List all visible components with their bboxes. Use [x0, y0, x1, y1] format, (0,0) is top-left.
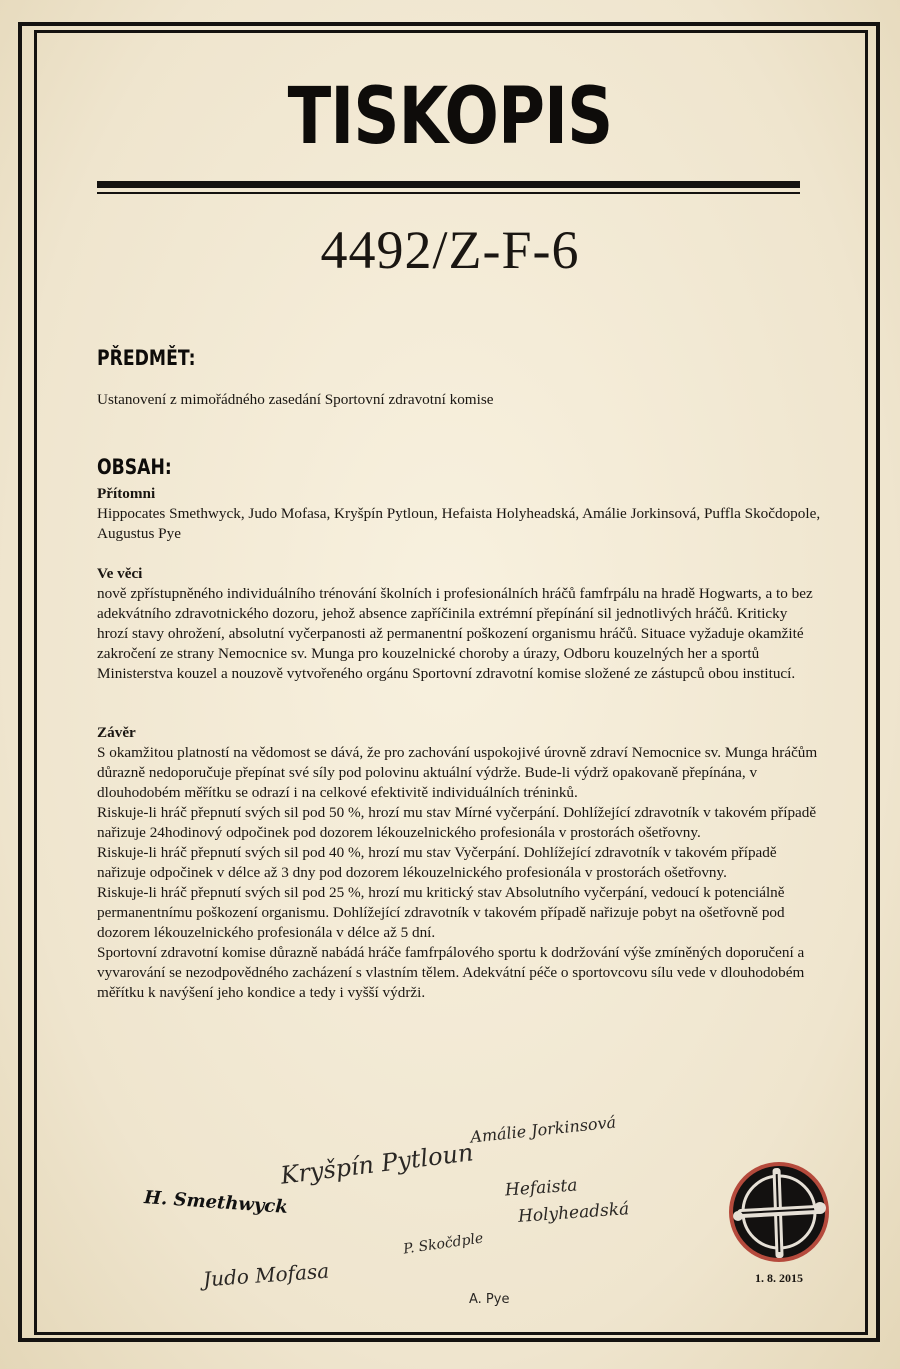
matter-label: Ve věci	[97, 565, 143, 582]
conclusion-paragraph: Riskuje-li hráč přepnutí svých sil pod 50 %, hrozí mu stav Mírné vyčerpání. Dohlížející zdravotník v takovém případě nařizuje 24hodinový odpočinek pod dozorem lékouzelnického profesionála v prostorách ošetřovny.	[97, 804, 817, 841]
subject-text: Ustanovení z mimořádného zasedání Sportovní zdravotní komise	[97, 391, 494, 408]
seal-date: 1. 8. 2015	[755, 1271, 803, 1285]
signature-amalie: Amálie Jorkinsová	[469, 1112, 617, 1147]
matter-section	[97, 564, 822, 684]
signature-skodple: P. Skočdple	[402, 1230, 485, 1258]
content-heading: OBSAH:	[97, 455, 172, 479]
signature-mofasa: Judo Mofasa	[202, 1258, 330, 1292]
conclusion-paragraph: Riskuje-li hráč přepnutí svých sil pod 25 %, hrozí mu kritický stav Absolutního vyčerpání, vedoucí k potenciálně permanentnímu poškození organismu. Dohlížející zdravotník v takovém případě nařizuje pobyt na ošetřovně pod dozorem lékouzelnického profesionála v délce až 5 dní.	[97, 884, 785, 941]
title-rule-thin	[97, 192, 800, 194]
conclusion-label: Závěr	[97, 724, 136, 741]
signature-smethwyck: H. Smethwyck	[143, 1187, 289, 1218]
document-title: TISKOPIS	[287, 72, 613, 162]
present-text: Hippocates Smethwyck, Judo Mofasa, Kryšpín Pytloun, Hefaista Holyheadská, Amálie Jorkinsová, Puffla Skočdopole, Augustus Pye	[97, 505, 821, 542]
present-label: Přítomni	[97, 485, 156, 502]
document-code: 4492/Z-F-6	[320, 220, 580, 280]
signature-hefaista-line2: Holyheadská	[517, 1199, 630, 1227]
wand-seal-icon	[727, 1160, 831, 1264]
present-section	[97, 484, 822, 544]
conclusion-section	[97, 723, 822, 1003]
matter-text: nově zpřístupněného individuálního trénování školních i profesionálních hráčů famfrpálu na hradě Hogwarts, a to bez adekvátního zdravotnického dozoru, jehož absence zapříčinila extrémní přepínání sil jednotlivých hráčů. Kriticky hrozí stavy ohrožení, absolutní vyčerpanosti až permanentní poškození organismu hráčů. Situace vyžaduje okamžité zakročení ze strany Nemocnice sv. Munga pro kouzelnické choroby a úrazy, Odboru kouzelných her a sportů Ministerstva kouzel a nouzově vytvořeného orgánu Sportovní zdravotní komise složené ze zástupců obou institucí.	[97, 585, 813, 682]
conclusion-paragraph: S okamžitou platností na vědomost se dává, že pro zachování uspokojivé úrovně zdraví Nemocnice sv. Munga hráčům důrazně nedoporučuje přepínat své síly pod polovinu aktuální výdrže. Bude-li výdrž opakovaně přepínána, v dlouhodobém měřítku se odrazí i na celkové efektivitě individuálních tréninků.	[97, 744, 818, 801]
title-rule-thick	[97, 181, 800, 188]
conclusion-paragraph: Riskuje-li hráč přepnutí svých sil pod 40 %, hrozí mu stav Vyčerpání. Dohlížející zdravotník v takovém případě nařizuje odpočinek v délce až 3 dny pod dozorem lékouzelnického profesionála v prostorách ošetřovny.	[97, 844, 777, 881]
subject-heading: PŘEDMĚT:	[97, 346, 196, 370]
signature-pye: A. Pye	[469, 1292, 510, 1307]
conclusion-paragraph: Sportovní zdravotní komise důrazně nabádá hráče famfrpálového sportu k dodržování výše zmíněných doporučení a vyvarování se nezodpovědného zacházení s vlastním tělem. Adekvátní péče o sportovcovu sílu vede v dlouhodobém měřítku k navýšení jeho kondice a tedy i vyšší výdrži.	[97, 944, 805, 1001]
signature-kryspin: Kryšpín Pytloun	[279, 1138, 475, 1190]
signature-hefaista-line1: Hefaista	[504, 1175, 579, 1201]
